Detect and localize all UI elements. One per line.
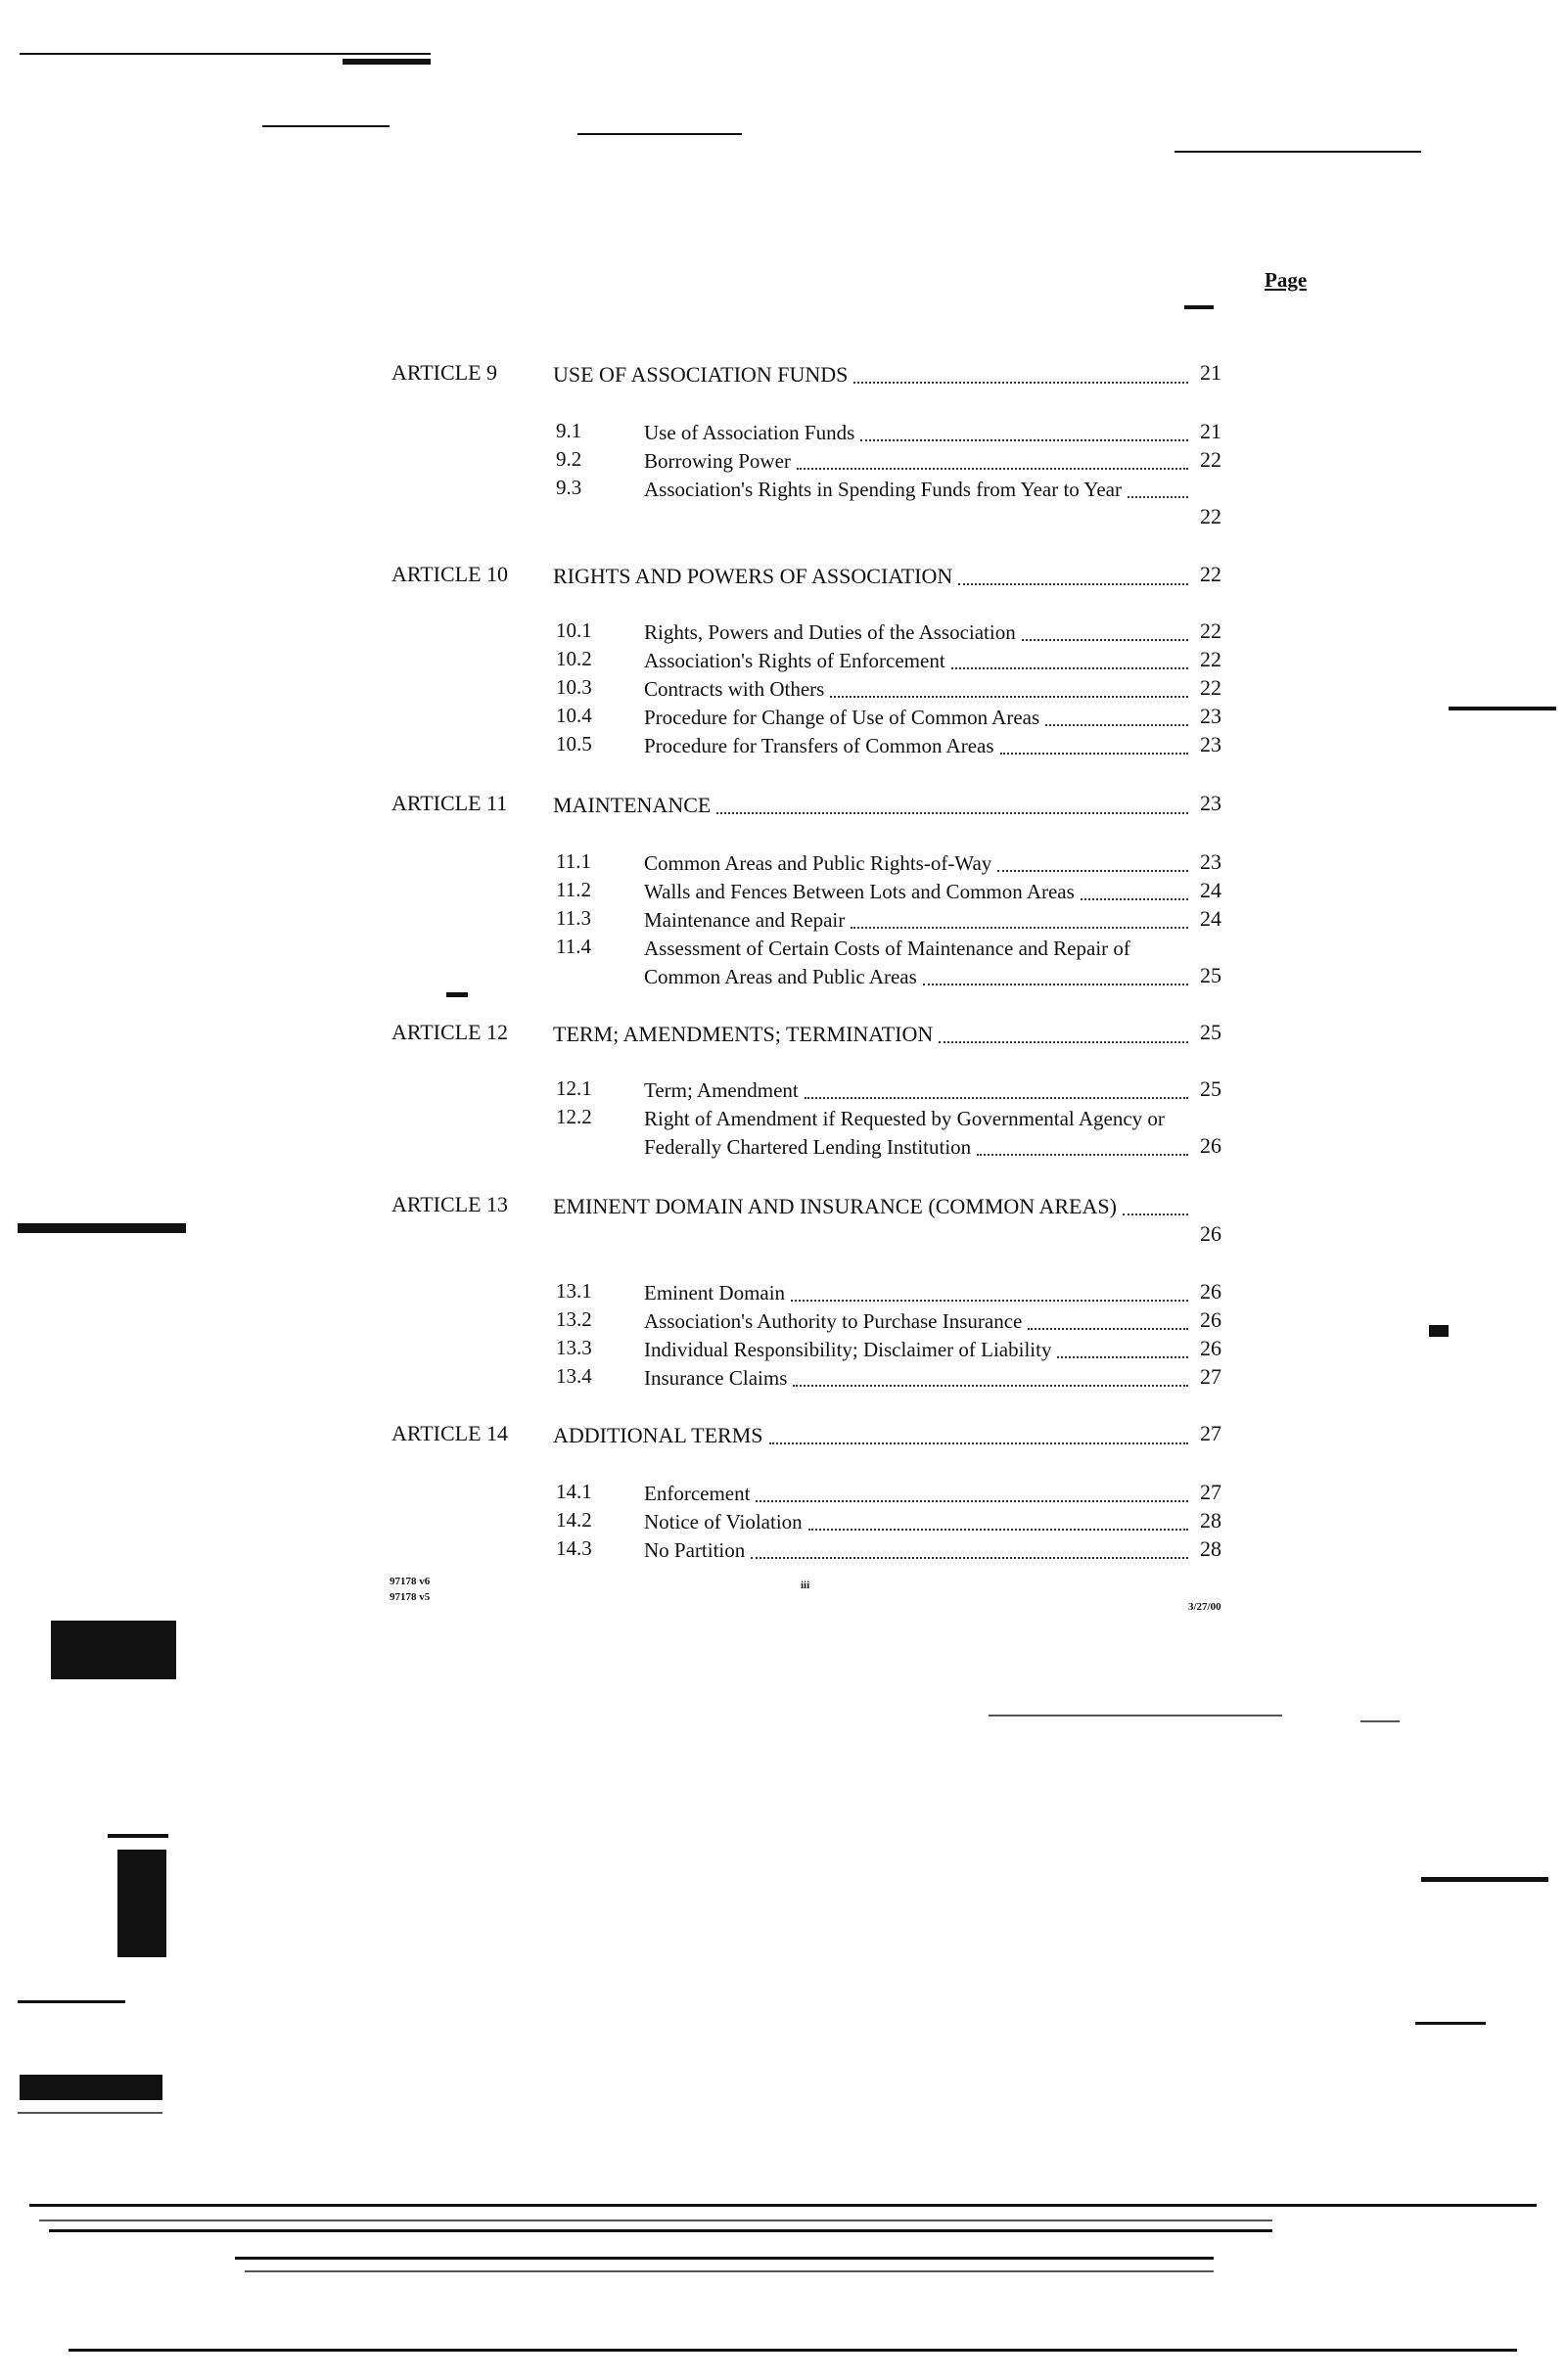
dot-leader	[791, 1296, 1188, 1302]
section-title: Procedure for Transfers of Common Areas	[644, 734, 994, 757]
section-title: Walls and Fences Between Lots and Common Areas	[644, 880, 1075, 903]
article-title: TERM; AMENDMENTS; TERMINATION	[553, 1022, 934, 1046]
scan-artifact-bar	[20, 2075, 162, 2100]
scan-artifact-line	[1449, 707, 1556, 710]
scan-artifact-mark	[1184, 305, 1214, 309]
dot-leader	[958, 579, 1188, 585]
toc-section-row	[556, 704, 1245, 733]
toc-section-row	[556, 849, 1245, 879]
section-title: Insurance Claims	[644, 1366, 788, 1390]
dot-leader	[997, 866, 1188, 872]
section-number: 11.2	[556, 878, 591, 901]
page-number-marker: iii	[801, 1579, 810, 1591]
toc-section-row	[556, 647, 1245, 676]
scan-artifact-blot	[117, 1850, 166, 1957]
dot-leader	[951, 664, 1188, 669]
article-page-number: 26	[1200, 1221, 1221, 1246]
toc-section-row	[556, 1364, 1245, 1394]
article-heading-row	[392, 1192, 1245, 1251]
toc-section-row	[556, 447, 1245, 477]
dot-leader	[793, 1381, 1188, 1387]
scan-artifact-line	[20, 53, 431, 55]
section-number: 14.2	[556, 1508, 592, 1532]
article-label: ARTICLE 13	[392, 1192, 509, 1216]
scan-artifact-line	[108, 1834, 168, 1838]
scan-artifact-line	[235, 2257, 1214, 2260]
scan-artifact-mark	[343, 59, 431, 65]
section-page-number: 25	[1200, 963, 1221, 987]
scan-artifact-line	[1174, 151, 1421, 153]
scan-artifact-line	[49, 2229, 1272, 2232]
dot-leader	[1057, 1352, 1188, 1358]
dot-leader	[769, 1439, 1189, 1444]
section-title: Individual Responsibility; Disclaimer of Liability	[644, 1338, 1052, 1361]
dot-leader	[751, 1553, 1188, 1559]
scan-artifact-line	[1415, 2022, 1486, 2025]
section-title: Rights, Powers and Duties of the Association	[644, 620, 1016, 644]
dot-leader	[1028, 1324, 1188, 1330]
section-page-number: 26	[1200, 1133, 1221, 1158]
toc-section-row	[556, 675, 1245, 705]
section-page-number: 26	[1200, 1336, 1221, 1360]
document-id: 97178 v6	[390, 1576, 431, 1587]
section-page-number: 23	[1200, 849, 1221, 874]
article-heading-row	[392, 562, 1245, 591]
dot-leader	[853, 378, 1188, 384]
section-title: Contracts with Others	[644, 677, 825, 701]
scan-artifact-line	[989, 1715, 1282, 1716]
article-label: ARTICLE 9	[392, 360, 498, 385]
section-title: Term; Amendment	[644, 1078, 799, 1102]
scan-artifact-line	[29, 2204, 1537, 2207]
article-heading-row	[392, 1421, 1245, 1450]
section-number: 9.1	[556, 419, 582, 442]
section-number: 10.2	[556, 647, 592, 670]
scan-artifact-blot	[51, 1621, 176, 1679]
section-number: 13.3	[556, 1336, 592, 1359]
scan-artifact-line	[1360, 1720, 1400, 1722]
section-title: Association's Rights of Enforcement	[644, 649, 945, 672]
dot-leader	[797, 464, 1188, 470]
article-page-number: 22	[1200, 562, 1221, 586]
section-page-number: 26	[1200, 1279, 1221, 1304]
scan-artifact-bar	[18, 1223, 186, 1233]
section-number: 12.2	[556, 1105, 592, 1128]
toc-section-row	[556, 1307, 1245, 1337]
dot-leader	[1000, 749, 1188, 755]
article-page-number: 25	[1200, 1020, 1221, 1044]
scan-artifact-mark	[446, 992, 468, 997]
dot-leader	[808, 1525, 1188, 1531]
toc-section-row	[556, 419, 1245, 448]
article-title: MAINTENANCE	[553, 793, 712, 817]
section-title: Eminent Domain	[644, 1281, 786, 1304]
article-page-number: 23	[1200, 791, 1221, 815]
article-title: RIGHTS AND POWERS OF ASSOCIATION	[553, 564, 953, 588]
section-page-number: 22	[1200, 647, 1221, 671]
section-title: Association's Authority to Purchase Insurance	[644, 1309, 1023, 1333]
section-title: No Partition	[644, 1538, 746, 1562]
section-number: 11.4	[556, 935, 591, 958]
dot-leader	[1128, 492, 1188, 498]
article-heading-row	[392, 791, 1245, 820]
toc-section-row	[556, 1336, 1245, 1365]
section-page-number: 22	[1200, 447, 1221, 472]
article-label: ARTICLE 10	[392, 562, 509, 586]
article-label: ARTICLE 14	[392, 1421, 509, 1445]
section-number: 13.1	[556, 1279, 592, 1303]
toc-section-row	[556, 935, 1245, 991]
section-title: Borrowing Power	[644, 449, 791, 473]
scan-artifact-line	[262, 125, 390, 127]
section-page-number: 26	[1200, 1307, 1221, 1332]
section-page-number: 22	[1200, 504, 1221, 528]
toc-section-row	[556, 732, 1245, 761]
article-heading-row	[392, 360, 1245, 389]
section-number: 13.2	[556, 1307, 592, 1331]
dot-leader	[851, 923, 1188, 929]
section-number: 10.3	[556, 675, 592, 699]
toc-section-row	[556, 906, 1245, 936]
toc-section-row	[556, 878, 1245, 907]
section-page-number: 28	[1200, 1536, 1221, 1561]
section-title: Enforcement	[644, 1482, 751, 1505]
article-title: EMINENT DOMAIN AND INSURANCE (COMMON AREAS)	[553, 1194, 1117, 1218]
section-page-number: 25	[1200, 1076, 1221, 1101]
article-label: ARTICLE 12	[392, 1020, 509, 1044]
toc-section-row	[556, 1076, 1245, 1106]
section-number: 12.1	[556, 1076, 592, 1100]
dot-leader	[923, 980, 1188, 985]
toc-section-row	[556, 618, 1245, 648]
dot-leader	[716, 808, 1188, 814]
scan-artifact-line	[18, 2000, 125, 2003]
scan-artifact-line	[245, 2270, 1214, 2272]
section-number: 14.1	[556, 1480, 592, 1503]
section-title: Maintenance and Repair	[644, 908, 846, 932]
article-page-number: 21	[1200, 360, 1221, 385]
scan-artifact-line	[577, 133, 742, 135]
section-number: 9.3	[556, 476, 582, 499]
section-page-number: 24	[1200, 906, 1221, 931]
scan-artifact-line	[1421, 1877, 1548, 1882]
page-column-label: Page	[1265, 268, 1308, 292]
dot-leader	[1022, 635, 1188, 641]
scan-artifact-mark	[1429, 1325, 1449, 1337]
section-number: 9.2	[556, 447, 582, 471]
toc-section-row	[556, 1480, 1245, 1509]
dot-leader	[977, 1150, 1188, 1156]
article-label: ARTICLE 11	[392, 791, 508, 815]
article-title: USE OF ASSOCIATION FUNDS	[553, 362, 849, 387]
section-title: Notice of Violation	[644, 1510, 803, 1533]
section-page-number: 22	[1200, 675, 1221, 700]
section-number: 14.3	[556, 1536, 592, 1560]
toc-section-row	[556, 1536, 1245, 1566]
toc-section-row	[556, 1279, 1245, 1308]
scan-artifact-line	[69, 2349, 1517, 2352]
section-number: 10.5	[556, 732, 592, 755]
article-page-number: 27	[1200, 1421, 1221, 1445]
dot-leader	[1045, 720, 1188, 726]
document-id-prior: 97178 v5	[390, 1591, 431, 1603]
dot-leader	[939, 1037, 1188, 1043]
section-page-number: 27	[1200, 1364, 1221, 1389]
section-page-number: 23	[1200, 732, 1221, 756]
dot-leader	[860, 435, 1188, 441]
section-number: 13.4	[556, 1364, 592, 1388]
section-page-number: 27	[1200, 1480, 1221, 1504]
section-number: 11.3	[556, 906, 591, 930]
toc-section-row	[556, 1105, 1245, 1162]
article-heading-row	[392, 1020, 1245, 1049]
section-number: 10.4	[556, 704, 592, 727]
section-page-number: 28	[1200, 1508, 1221, 1533]
section-title: Assessment of Certain Costs of Maintenance and Repair of Common Areas and Public Areas	[644, 937, 1130, 988]
toc-section-row	[556, 476, 1245, 532]
dot-leader	[1081, 894, 1188, 900]
section-page-number: 22	[1200, 618, 1221, 643]
dot-leader	[830, 692, 1188, 698]
dot-leader	[805, 1093, 1188, 1099]
toc-section-row	[556, 1508, 1245, 1537]
dot-leader	[756, 1496, 1188, 1502]
section-title: Right of Amendment if Requested by Governmental Agency or Federally Chartered Lending Institution	[644, 1107, 1165, 1159]
footer-date: 3/27/00	[1188, 1601, 1221, 1613]
section-title: Use of Association Funds	[644, 421, 855, 444]
scan-artifact-line	[18, 2112, 162, 2114]
section-page-number: 24	[1200, 878, 1221, 902]
section-title: Common Areas and Public Rights-of-Way	[644, 851, 992, 875]
section-title: Procedure for Change of Use of Common Areas	[644, 706, 1040, 729]
section-title: Association's Rights in Spending Funds from Year to Year	[644, 478, 1122, 501]
article-title: ADDITIONAL TERMS	[553, 1423, 763, 1447]
scan-artifact-line	[39, 2220, 1272, 2221]
dot-leader	[1123, 1210, 1188, 1215]
section-number: 10.1	[556, 618, 592, 642]
section-number: 11.1	[556, 849, 591, 873]
section-page-number: 23	[1200, 704, 1221, 728]
section-page-number: 21	[1200, 419, 1221, 443]
